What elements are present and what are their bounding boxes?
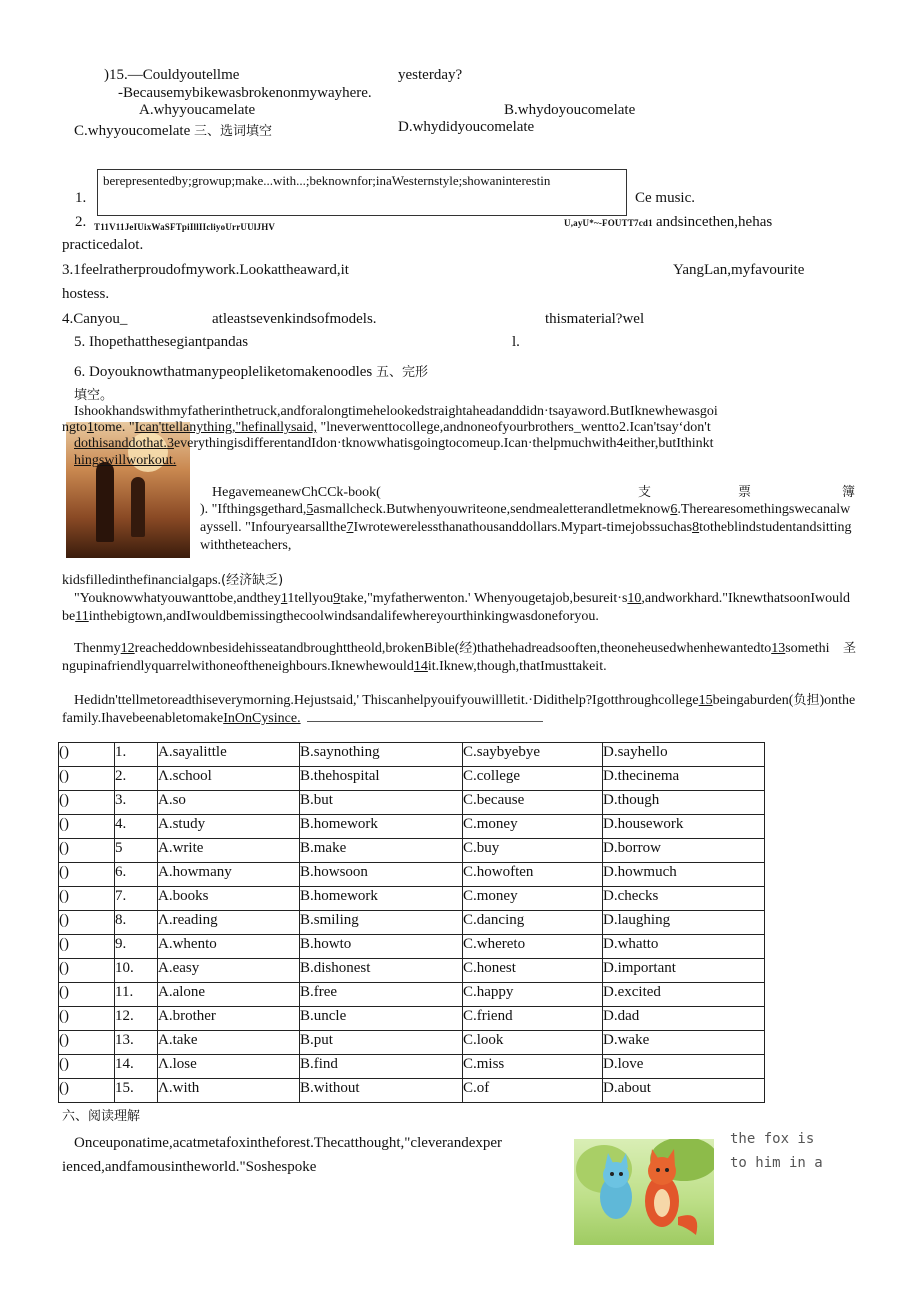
question-number: 9. [115, 935, 158, 959]
option-c: C.dancing [463, 911, 603, 935]
question-number: 15. [115, 1079, 158, 1103]
passage-p4-cn3: 簿 [842, 485, 856, 500]
option-b: B.smiling [300, 911, 463, 935]
fill-5-b: l. [512, 334, 520, 350]
section5-heading-cont: 填空。 [74, 388, 114, 403]
option-b: B.thehospital [300, 767, 463, 791]
table-row [59, 935, 765, 959]
passage-p4: HegavemeanewChCCk-book( [212, 485, 381, 500]
answer-blank: () [59, 1007, 115, 1031]
question-number: 8. [115, 911, 158, 935]
passage-p4-cn2: 票 [738, 485, 752, 500]
fill-2-number: 2. [75, 214, 87, 230]
cat-fox-cartoon [574, 1139, 714, 1245]
q15-option-b: B.whydoyoucomelate [504, 102, 636, 118]
passage-p6: kidsfilledinthefinancialgaps.(经济缺乏) [62, 573, 284, 588]
option-c: C.money [463, 815, 603, 839]
reading-side-line1: the fox is [730, 1131, 815, 1147]
question-number: 11. [115, 983, 158, 1007]
question-number: 2. [115, 767, 158, 791]
option-d: D.wake [603, 1031, 765, 1055]
option-c: C.of [463, 1079, 603, 1103]
option-a: A.alone [158, 983, 300, 1007]
fill-4-a: 4.Canyou_ [62, 311, 128, 327]
option-b: B.make [300, 839, 463, 863]
fill-2-noise-b: U,ayU*~-FOUTT7cd1 [564, 218, 653, 228]
passage-p3: hingswillworkout. [74, 453, 177, 468]
option-c: C.miss [463, 1055, 603, 1079]
word-bank-box [97, 169, 627, 216]
option-b: B.uncle [300, 1007, 463, 1031]
answer-blank: () [59, 839, 115, 863]
table-row [59, 1055, 765, 1079]
question-number: 1. [115, 743, 158, 767]
option-a: A.easy [158, 959, 300, 983]
answer-blank: () [59, 1079, 115, 1103]
option-a: Λ.lose [158, 1055, 300, 1079]
q15-option-a: A.whyyoucamelate [139, 102, 256, 118]
option-d: D.though [603, 791, 765, 815]
fill-4-c: thismaterial?wel [545, 311, 645, 327]
option-d: D.important [603, 959, 765, 983]
option-c: C.money [463, 887, 603, 911]
option-b: B.dishonest [300, 959, 463, 983]
table-row [59, 959, 765, 983]
table-row [59, 1007, 765, 1031]
fill-2-cont: practicedalot. [62, 237, 144, 253]
option-d: D.laughing [603, 911, 765, 935]
option-d: D.borrow [603, 839, 765, 863]
fill-5-a: 5. Ihopethatthesegiantpandas [74, 334, 249, 350]
passage-p5: ). "Ifthingsgethard,5asmallcheck.Butwhenyouwriteone,sendmealetterandletmeknow6.Therearesomethingswecanalwayssell. "Infouryearsallthe7Iwrotewerelessthanathousanddollars.Mypart-timejobssuchas8totheblindstudentandsittingwiththeteachers, [200, 502, 852, 553]
option-a: A.brother [158, 1007, 300, 1031]
reading-side-line2: to him in a [730, 1155, 823, 1171]
option-b: B.put [300, 1031, 463, 1055]
answer-blank: () [59, 935, 115, 959]
option-c: C.college [463, 767, 603, 791]
answer-blank: () [59, 887, 115, 911]
table-row [59, 983, 765, 1007]
answer-blank: () [59, 815, 115, 839]
answer-blank: () [59, 863, 115, 887]
option-c: C.buy [463, 839, 603, 863]
answer-blank: () [59, 1055, 115, 1079]
option-c: C.happy [463, 983, 603, 1007]
question-number: 12. [115, 1007, 158, 1031]
option-a: A.sayalittle [158, 743, 300, 767]
q15-reply: -Becausemybikewasbrokenonmywayhere. [118, 85, 372, 101]
option-b: B.howto [300, 935, 463, 959]
option-d: D.checks [603, 887, 765, 911]
q15-option-c: C.whyyoucomelate 三、选词填空 [74, 123, 272, 139]
option-a: A.write [158, 839, 300, 863]
question-number: 14. [115, 1055, 158, 1079]
option-d: D.whatto [603, 935, 765, 959]
option-b: B.find [300, 1055, 463, 1079]
passage-p2: dothisanddothat.3everythingisdifferentandIdon·tknowwhatisgoingtocomeup.Ican·thelpmuchwith4either,butIthinkt [74, 436, 714, 451]
q15-stem-end: yesterday? [398, 67, 463, 83]
option-d: D.love [603, 1055, 765, 1079]
fill-2-noise: T11V11JeIUixWaSFTpiIllIIcliyoUrrUUlJHV [94, 222, 276, 232]
fill-1-number: 1. [75, 190, 87, 206]
option-d: D.dad [603, 1007, 765, 1031]
fill-3-b: YangLan,myfavourite [673, 262, 805, 278]
table-row [59, 863, 765, 887]
section5-heading: 五、完形 [376, 365, 429, 380]
section6-heading: 六、阅读理解 [62, 1109, 141, 1124]
option-a: A.howmany [158, 863, 300, 887]
question-number: 6. [115, 863, 158, 887]
fill-6: 6. Doyouknowthatmanypeopleliketomakenoodles 五、完形 [74, 364, 429, 380]
fill-3-a: 3.1feelratherproudofmywork.Lookattheaward,it [62, 262, 349, 278]
option-a: Λ.school [158, 767, 300, 791]
question-number: 3. [115, 791, 158, 815]
q15-stem: )15.—Couldyoutellme [104, 67, 240, 83]
option-d: D.sayhello [603, 743, 765, 767]
passage-p9: Hedidn'ttellmetoreadthiseverymorning.Hejustsaid,' Thiscanhelpyouifyouwillletit.·Didithelp?Igotthroughcollege15beingaburden(负担)onthefamily.IhavebeenabletomakeInOnCysince. [62, 693, 856, 726]
option-a: Λ.with [158, 1079, 300, 1103]
option-d: D.excited [603, 983, 765, 1007]
option-b: B.free [300, 983, 463, 1007]
reading-line2: ienced,andfamousintheworld."Soshespoke [62, 1159, 317, 1175]
reading-line1: Onceuponatime,acatmetafoxintheforest.Thecatthought,"cleverandexper [74, 1135, 503, 1151]
passage-p7: "Youknowwhatyouwanttobe,andthey11tellyou9take,"myfatherwenton.' Whenyougetajob,besureit·s10,andworkhard."IknewthatsoonIwouldbe11inthebigtown,andIwouldbemissingthecoolwindsandalifewhereyourthinkingwasdoneforyou. [62, 591, 851, 624]
option-c: C.because [463, 791, 603, 815]
cloze-options-table [58, 742, 765, 1103]
answer-blank: () [59, 983, 115, 1007]
section3-heading: 三、选词填空 [193, 124, 272, 139]
passage-p4-cn1: 支 [638, 485, 652, 500]
fill-4-b: atleastsevenkindsofmodels. [212, 311, 377, 327]
answer-blank: () [59, 1031, 115, 1055]
answer-blank: () [59, 767, 115, 791]
option-d: D.thecinema [603, 767, 765, 791]
option-c: C.friend [463, 1007, 603, 1031]
option-d: D.about [603, 1079, 765, 1103]
word-bank-text: berepresentedby;growup;make...with...;beknownfor;inaWesternstyle;showaninterestin [103, 173, 551, 188]
answer-blank: () [59, 791, 115, 815]
option-c: C.saybyebye [463, 743, 603, 767]
option-a: A.whento [158, 935, 300, 959]
table-row [59, 743, 765, 767]
option-b: B.but [300, 791, 463, 815]
q15-option-d: D.whydidyoucomelate [398, 119, 535, 135]
option-c: C.howoften [463, 863, 603, 887]
option-d: D.housework [603, 815, 765, 839]
option-d: D.howmuch [603, 863, 765, 887]
option-b: B.saynothing [300, 743, 463, 767]
option-c: C.look [463, 1031, 603, 1055]
option-a: A.take [158, 1031, 300, 1055]
table-row [59, 839, 765, 863]
option-b: B.howsoon [300, 863, 463, 887]
passage-p1-line2: ngto1tome. "Ican'ttellanything,"hefinallysaid, "lneverwenttocollege,andnoneofyourbrothers_wentto2.Ican'tsay‘don't [62, 420, 711, 435]
answer-blank: () [59, 743, 115, 767]
option-a: A.so [158, 791, 300, 815]
passage-p1-line1: Ishookhandswithmyfatherinthetruck,andforalongtimehelookedstraightaheadanddidn·tsayaword.ButIknewhewasgoi [74, 404, 718, 419]
fill-3-cont: hostess. [62, 286, 110, 302]
option-b: B.without [300, 1079, 463, 1103]
table-row [59, 1031, 765, 1055]
option-a: A.study [158, 815, 300, 839]
option-a: Λ.reading [158, 911, 300, 935]
question-number: 5 [115, 839, 158, 863]
question-number: 7. [115, 887, 158, 911]
option-b: B.homework [300, 815, 463, 839]
table-row [59, 911, 765, 935]
question-number: 4. [115, 815, 158, 839]
question-number: 10. [115, 959, 158, 983]
option-a: A.books [158, 887, 300, 911]
passage-p8: Thenmy12reacheddownbesidehisseatandbroughttheold,brokenBible( 圣 经)thathehadreadsooften,theoneheusedwhenhewantedto13somethingupinafriendlyquarrelwithoneoftheneighbours.Iknewhewould14it.Iknew,though,thatImusttakeit. [62, 641, 856, 674]
table-row [59, 887, 765, 911]
fill-2-end: andsincethen,hehas [656, 214, 773, 230]
option-c: C.honest [463, 959, 603, 983]
option-c: C.whereto [463, 935, 603, 959]
fill-1-end: Ce music. [635, 190, 695, 206]
table-row [59, 791, 765, 815]
question-number: 13. [115, 1031, 158, 1055]
table-row [59, 767, 765, 791]
answer-blank: () [59, 959, 115, 983]
answer-blank: () [59, 911, 115, 935]
table-row [59, 815, 765, 839]
option-b: B.homework [300, 887, 463, 911]
table-row [59, 1079, 765, 1103]
